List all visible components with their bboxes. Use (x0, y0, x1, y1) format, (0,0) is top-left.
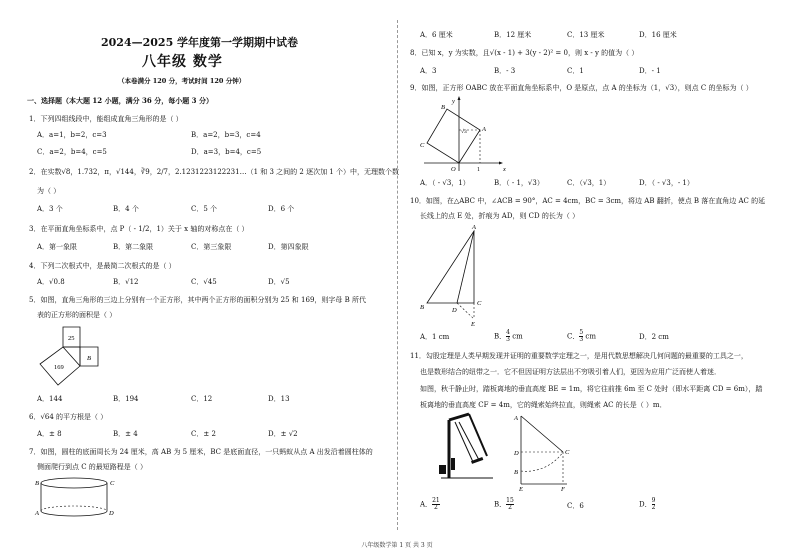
fraction-denominator: 2 (508, 504, 512, 511)
page-footer: 八年级数学第 1 页 共 3 页 (361, 542, 433, 549)
q11-option-a-fraction (432, 498, 440, 511)
q10-option-a[interactable]: A．1 cm (420, 333, 450, 341)
question-2-stem: 2．在实数√8，1.732，π，√144，∛9，2/7，2.1231223122231…（1 和 3 之间的 2 逐次加 1 个）中，无理数个数 (29, 168, 399, 176)
q6-option-b[interactable]: B．± 4 (113, 430, 138, 438)
q1-option-b[interactable]: B．a=2，b=3，c=4 (191, 131, 261, 139)
fig10-label-a: A (472, 224, 476, 231)
q8-option-a[interactable]: A．3 (420, 67, 437, 75)
q5-option-c[interactable]: C．12 (191, 395, 213, 403)
q10-option-b[interactable] (494, 330, 523, 343)
fig5-label-169: 169 (54, 364, 64, 371)
cylinder-figure (34, 474, 119, 518)
fig11-label-c: C (565, 449, 570, 456)
q11-option-b-fraction (506, 498, 514, 511)
q9-option-b[interactable]: B．（ - 1，√3） (494, 179, 544, 187)
q5-option-d[interactable]: D．13 (268, 395, 290, 403)
q2-option-b[interactable]: B．4 个 (113, 205, 139, 213)
section-heading: 一、选择题（本大题 12 小题，满分 36 分，每小题 3 分） (27, 96, 213, 105)
fig9-label-b: B (441, 104, 445, 111)
q6-option-c[interactable]: C．± 2 (191, 430, 216, 438)
question-11-stem-2: 也是数形结合的纽带之一．它不但因证明方法层出不穷吸引着人们，更因为应用广泛而使人着迷． (420, 368, 721, 376)
fig7-label-b: B (35, 480, 39, 487)
swing-picture (435, 410, 497, 482)
q11-option-b-prefix: B． (494, 500, 507, 509)
fig11-label-b: B (514, 469, 518, 476)
squares-figure (30, 322, 120, 386)
fraction-numerator: 4 (506, 329, 510, 336)
question-7-stem-cont: 侧面爬行到点 C 的最短路程是（ ） (37, 463, 148, 471)
q7-option-c[interactable]: C．13 厘米 (567, 31, 605, 39)
q10-option-d[interactable]: D．2 cm (639, 333, 669, 341)
q4-option-d[interactable]: D．√5 (268, 278, 290, 286)
fig5-label-b: B (87, 355, 91, 362)
fraction-denominator: 3 (506, 336, 510, 343)
question-11-stem-4: 板离地的垂直高度 CF = 4m，它的绳索始终拉直，则绳索 AC 的长是（ ）m． (420, 401, 667, 409)
q3-option-c[interactable]: C．第三象限 (191, 243, 232, 251)
q9-option-a[interactable]: A．（ - √3，1） (420, 179, 470, 187)
q5-option-b[interactable]: B．194 (113, 395, 139, 403)
q3-option-d[interactable]: D．第四象限 (268, 243, 309, 251)
fig7-label-a: A (35, 510, 39, 517)
q11-option-b[interactable] (494, 498, 514, 511)
question-5-stem-cont: 表的正方形的面积是（ ） (37, 311, 117, 319)
exam-title: 2024—2025 学年度第一学期期中试卷 (101, 36, 299, 49)
fig5-label-25: 25 (68, 335, 75, 342)
q11-option-d-prefix: D． (639, 500, 652, 509)
fig10-label-e: E (471, 321, 475, 328)
q2-option-d[interactable]: D．6 个 (268, 205, 295, 213)
q8-option-d[interactable]: D．- 1 (639, 67, 661, 75)
q4-option-a[interactable]: A．√0.8 (37, 278, 65, 286)
question-3-stem: 3．在平面直角坐标系中，点 P（ - 1/2，1）关于 x 轴的对称点在（ ） (29, 225, 249, 233)
fig9-label-1: 1 (477, 167, 480, 173)
fig7-label-c: C (110, 480, 115, 487)
question-8-stem: 8．已知 x，y 为实数，且√(x - 1) + 3(y - 2)² = 0，则 x - y 的值为（ ） (410, 49, 639, 57)
q10-option-c-unit: cm (585, 332, 596, 341)
q7-option-b[interactable]: B．12 厘米 (494, 31, 532, 39)
fig11-label-d: D (514, 450, 519, 457)
question-7-stem: 7．如图，圆柱的底面周长为 24 厘米，高 AB 为 5 厘米，BC 是底面直径，一只蚂蚁从点 A 出发沿着圆柱体的 (29, 448, 373, 456)
fig10-label-c: C (477, 300, 482, 307)
q11-option-a[interactable] (420, 498, 440, 511)
q11-option-d[interactable] (639, 498, 655, 511)
fig11-label-f: F (561, 486, 565, 493)
triangle-fold-figure (419, 223, 489, 327)
fraction-numerator: 21 (432, 497, 440, 504)
fig9-label-o: O (451, 166, 456, 173)
q2-option-a[interactable]: A．3 个 (37, 205, 63, 213)
fraction-denominator: 2 (651, 504, 656, 511)
fig10-label-b: B (420, 304, 424, 311)
q3-option-b[interactable]: B．第二象限 (113, 243, 154, 251)
question-1-stem: 1．下列四组线段中，能组成直角三角形的是（ ） (29, 115, 183, 123)
question-6-stem: 6．√64 的平方根是（ ） (29, 413, 108, 421)
q2-option-c[interactable]: C．5 个 (191, 205, 218, 213)
fig11-label-a: A (514, 415, 518, 422)
fraction-denominator: 2 (433, 504, 438, 511)
fig9-label-a: A (482, 126, 486, 133)
question-11-stem-3: 如图，秋千静止时，踏板离地的垂直高度 BE = 1m，将它往前推 6m 至 C 处时（即水平距离 CD = 6m），踏 (420, 385, 763, 393)
q4-option-c[interactable]: C．√45 (191, 278, 217, 286)
q10-option-c-prefix: C． (567, 332, 580, 341)
fraction-numerator: 5 (579, 329, 584, 336)
q8-option-c[interactable]: C．1 (567, 67, 584, 75)
q1-option-a[interactable]: A．a=1，b=2，c=3 (37, 131, 107, 139)
q1-option-d[interactable]: D．a=3，b=4，c=5 (191, 148, 262, 156)
question-9-stem: 9．如图，正方形 OABC 放在平面直角坐标系中，O 是原点，点 A 的坐标为（1，√3），则点 C 的坐标为（ ） (410, 84, 753, 92)
q6-option-d[interactable]: D．± √2 (268, 430, 298, 438)
q3-option-a[interactable]: A．第一象限 (37, 243, 78, 251)
question-10-stem: 10．如图，在△ABC 中，∠ACB = 90°，AC = 4cm，BC = 3cm，将边 AB 翻折，使点 B 落在直角边 AC 的延 (410, 197, 766, 205)
right-column (397, 0, 794, 550)
question-5-stem: 5．如图，直角三角形的三边上分别有一个正方形，其中两个正方形的面积分别为 25 和 169，则字母 B 所代 (29, 296, 366, 304)
fig7-label-d: D (109, 510, 114, 517)
q6-option-a[interactable]: A．± 8 (37, 430, 62, 438)
fig9-label-root3: √3 (461, 129, 467, 135)
fraction-numerator: 15 (506, 497, 514, 504)
fraction-numerator: 9 (651, 497, 656, 504)
q7-option-d[interactable]: D．16 厘米 (639, 31, 677, 39)
fig9-label-c: C (420, 142, 425, 149)
question-2-stem-cont: 为（ ） (37, 187, 61, 195)
q11-option-c[interactable]: C．6 (567, 502, 584, 510)
q5-option-a[interactable]: A．144 (37, 395, 63, 403)
fig10-label-d: D (452, 307, 457, 314)
fig9-label-y: y (452, 98, 455, 105)
q10-option-b-prefix: B． (494, 332, 507, 341)
q10-option-c-fraction (579, 330, 583, 343)
question-11-stem-1: 11．勾股定理是人类早期发现并证明的重要数学定理之一，是用代数思想解决几何问题的最重要的工具之一， (410, 352, 748, 360)
fig11-label-e: E (519, 486, 523, 493)
fraction-denominator: 3 (579, 336, 584, 343)
q11-option-a-prefix: A． (420, 500, 433, 509)
square-coordinate-figure (419, 95, 509, 173)
q7-option-a[interactable]: A．6 厘米 (420, 31, 453, 39)
q9-option-d[interactable]: D．（ - √3，- 1） (639, 179, 694, 187)
exam-note: （本卷满分 120 分，考试时间 120 分钟） (118, 77, 246, 85)
exam-subtitle: 八年级 数学 (142, 54, 223, 70)
question-4-stem: 4．下列二次根式中，是最简二次根式的是（ ） (29, 262, 176, 270)
q10-option-b-fraction (506, 330, 510, 343)
question-10-stem-cont: 长线上的点 E 处，折痕为 AD，则 CD 的长为（ ） (420, 212, 580, 220)
q11-option-d-fraction (652, 498, 656, 511)
swing-diagram (507, 412, 587, 492)
q9-option-c[interactable]: C．（√3，1） (567, 179, 611, 187)
q1-option-c[interactable]: C．a=2，b=4，c=5 (37, 148, 107, 156)
fig9-label-x: x (503, 166, 506, 173)
q4-option-b[interactable]: B．√12 (113, 278, 139, 286)
q10-option-b-unit: cm (512, 332, 523, 341)
q8-option-b[interactable]: B．- 3 (494, 67, 516, 75)
q10-option-c[interactable] (567, 330, 596, 343)
